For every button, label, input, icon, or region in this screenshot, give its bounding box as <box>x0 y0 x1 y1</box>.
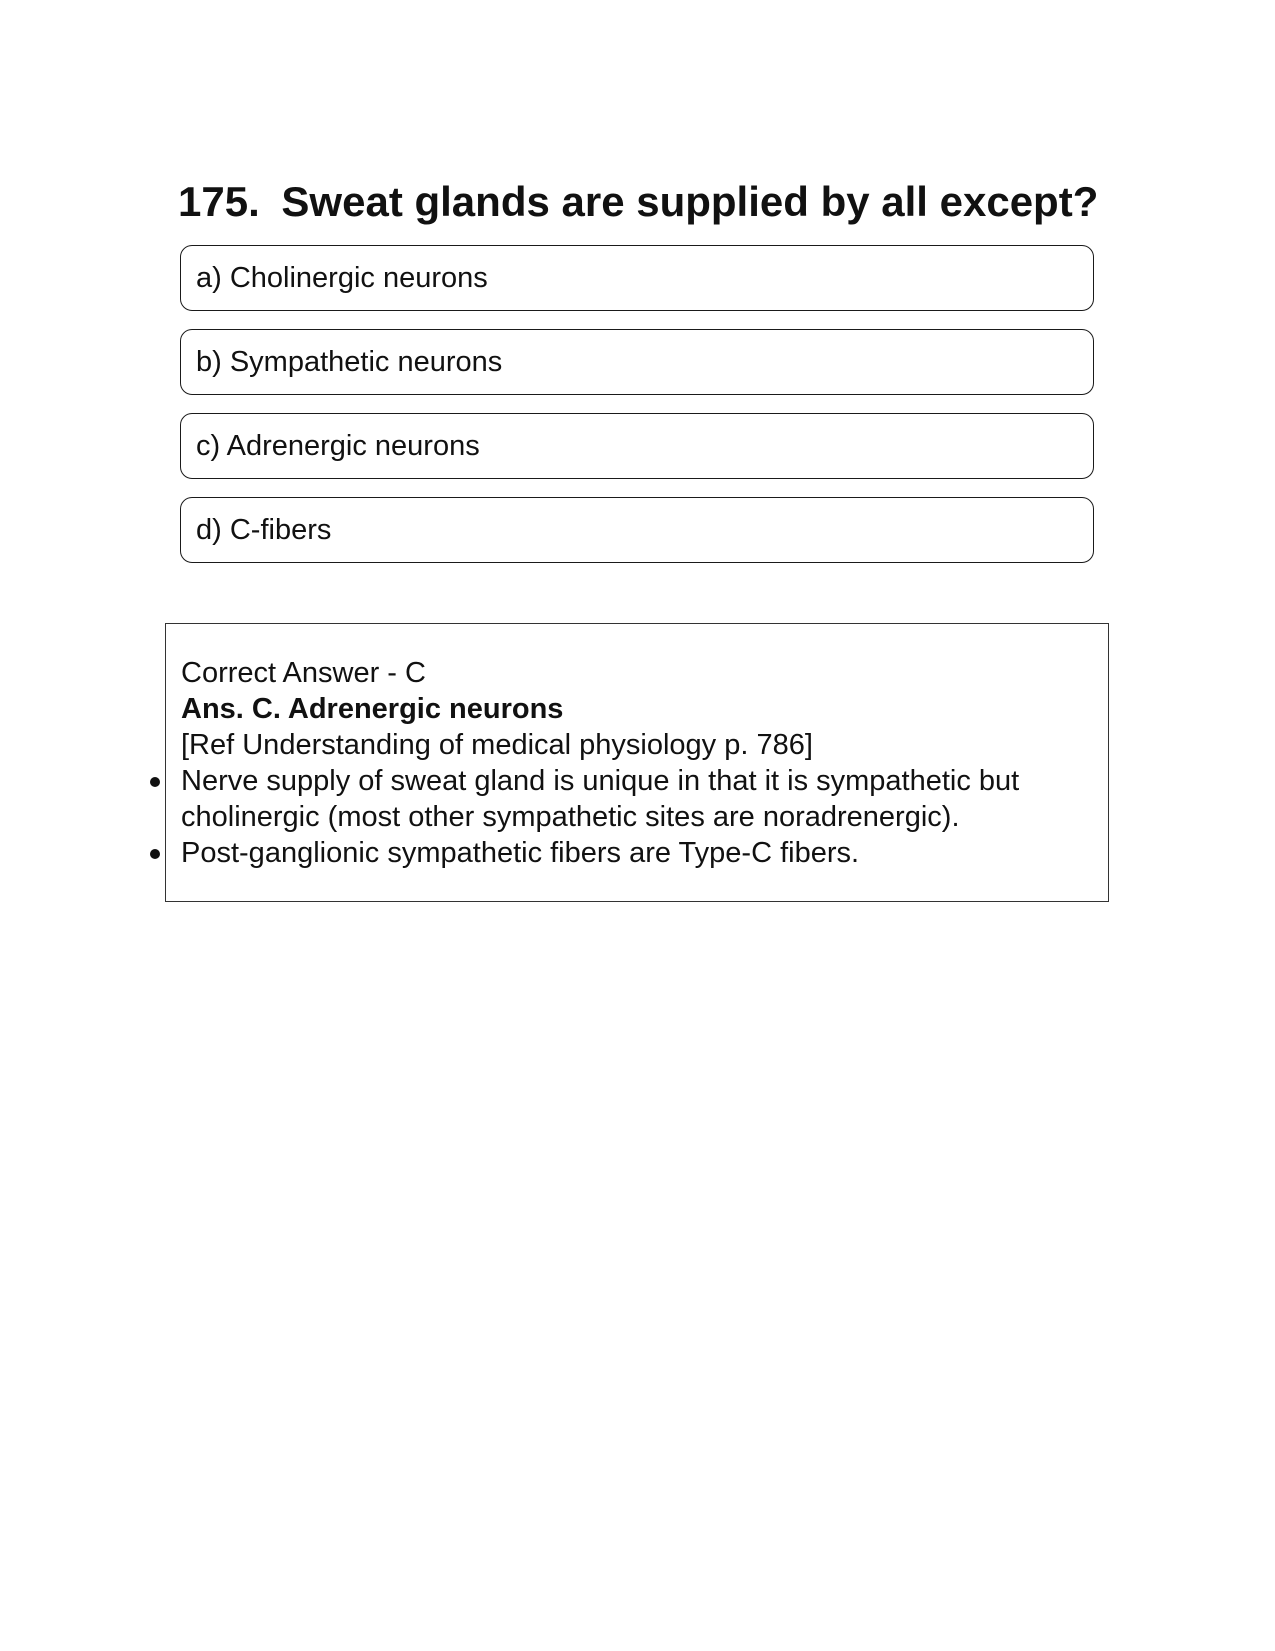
explanation-bullet: Post-ganglionic sympathetic fibers are Type-C fibers. <box>181 837 860 869</box>
option-d[interactable]: d) C-fibers <box>180 497 1094 563</box>
bullet-icon <box>150 777 160 787</box>
question-heading <box>178 176 1098 228</box>
question-text: Sweat glands are supplied by all except? <box>281 178 1099 225</box>
correct-answer-text: Correct Answer - C <box>181 657 426 689</box>
reference-text: [Ref Understanding of medical physiology p. 786] <box>181 729 813 761</box>
explanation-bullet: Nerve supply of sweat gland is unique in that it is sympathetic but cholinergic (most other sympathetic sites are noradrenergic). <box>181 765 1020 833</box>
option-b[interactable]: b) Sympathetic neurons <box>180 329 1094 395</box>
answer-title: Ans. C. Adrenergic neurons <box>181 693 564 725</box>
option-a[interactable]: a) Cholinergic neurons <box>180 245 1094 311</box>
bullet-icon <box>150 849 160 859</box>
question-number: 175. <box>178 178 260 225</box>
option-c[interactable]: c) Adrenergic neurons <box>180 413 1094 479</box>
